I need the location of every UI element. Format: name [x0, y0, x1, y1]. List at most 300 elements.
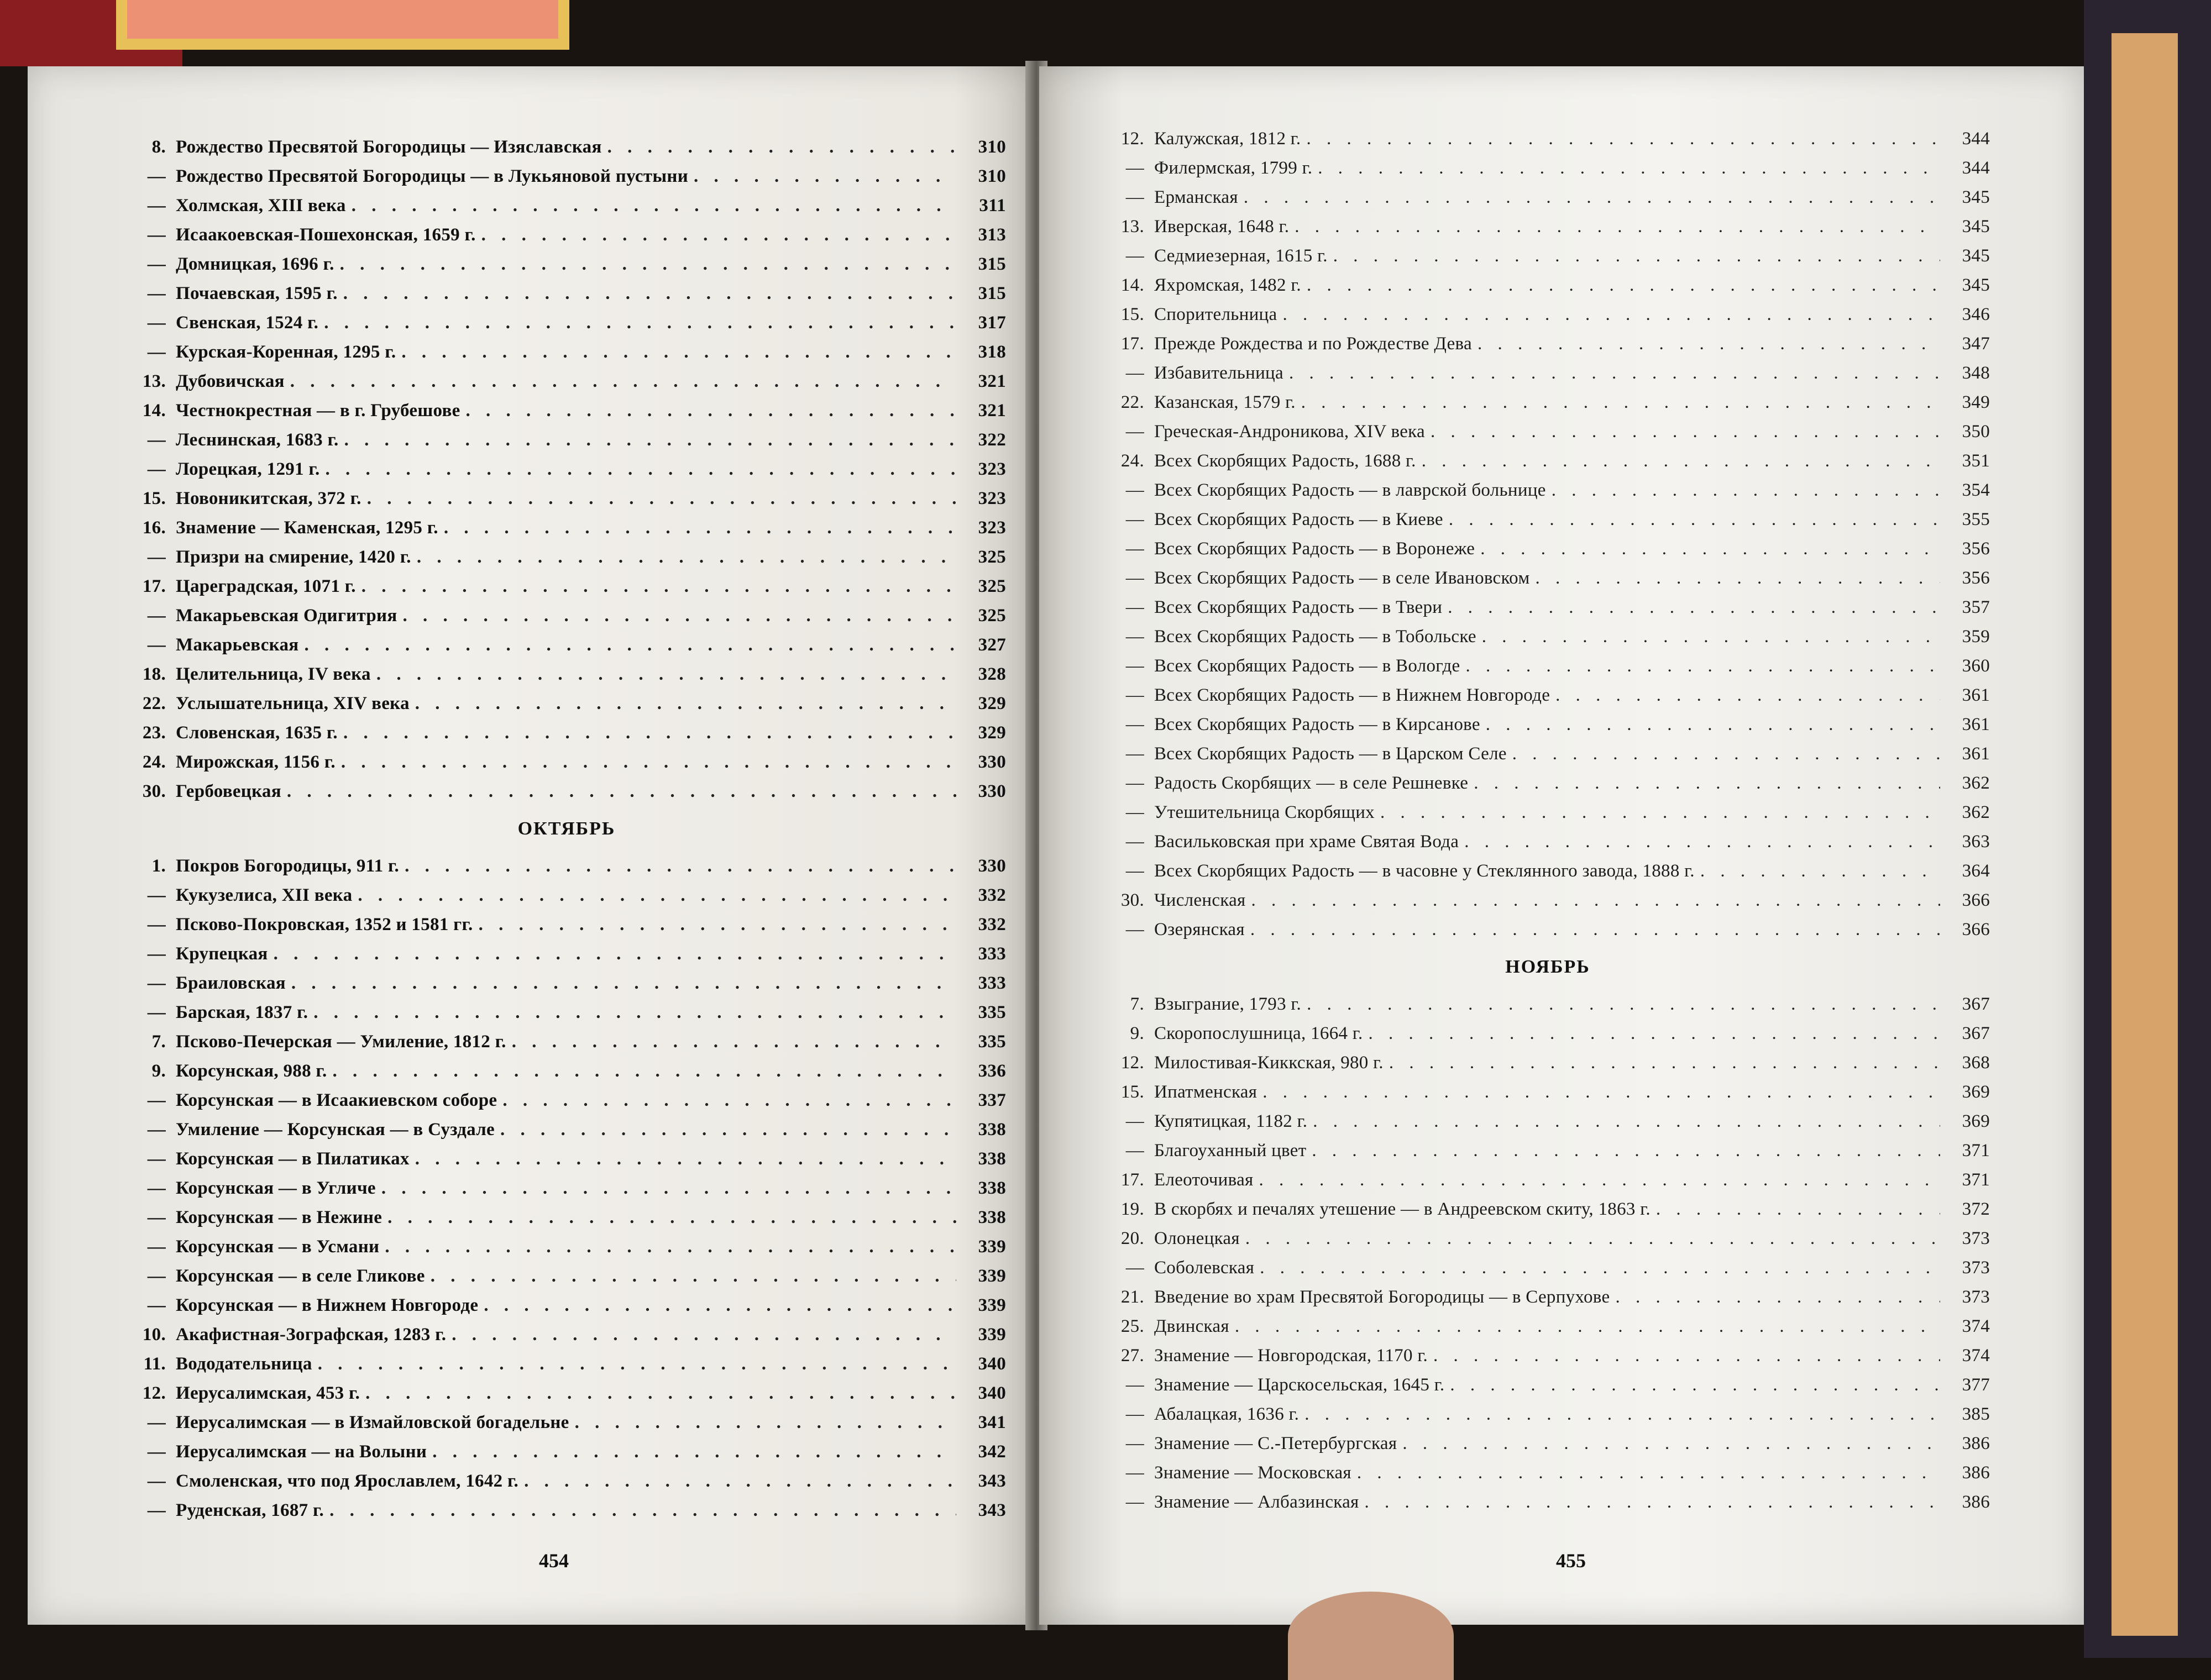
entry-page-number: 362: [1962, 773, 1990, 793]
toc-entry: [1106, 300, 1990, 329]
entry-date-number: —: [1125, 246, 1144, 266]
entry-title: Яхромская, 1482 г.: [1154, 275, 1301, 295]
entry-date-number: 22.: [142, 694, 166, 713]
toc-entry: [1106, 1312, 1990, 1341]
entry-title: Корсунская — в Усмани: [176, 1237, 380, 1257]
entry-date-number: —: [1125, 510, 1144, 529]
leader-dots: [524, 1467, 956, 1496]
entry-date-number: —: [147, 1149, 166, 1169]
toc-entry: [127, 1320, 1006, 1350]
leader-dots: [500, 1115, 956, 1144]
entry-title: Корсунская — в Угличе: [176, 1178, 376, 1198]
toc-entry: [1106, 990, 1990, 1019]
entry-date-number: —: [1125, 832, 1144, 852]
toc-entry: [1106, 1253, 1990, 1283]
leader-dots: [1318, 154, 1940, 183]
entry-title: Иерусалимская — в Измайловской богадельне: [176, 1413, 569, 1432]
leader-dots: [1365, 1488, 1940, 1517]
entry-page-number: 347: [1962, 334, 1990, 354]
entry-date-number: 23.: [142, 723, 166, 743]
entry-title: Всех Скорбящих Радость — в Тобольске: [1154, 627, 1476, 647]
toc-entry: [1106, 212, 1990, 242]
entry-title: Взыграние, 1793 г.: [1154, 994, 1302, 1014]
page-number-left: 454: [539, 1550, 569, 1572]
entry-page-number: 330: [978, 781, 1006, 801]
toc-entry: [127, 455, 1006, 484]
leader-dots: [1512, 739, 1940, 769]
entry-title: Корсунская — в Нижнем Новгороде: [176, 1295, 479, 1315]
entry-title: Знамение — Каменская, 1295 г.: [176, 518, 438, 538]
leader-dots: [1486, 710, 1940, 739]
leader-dots: [1245, 1224, 1940, 1253]
toc-entry: [1106, 476, 1990, 505]
entry-title: Прежде Рождества и по Рождестве Дева: [1154, 334, 1472, 354]
entry-page-number: 345: [1962, 217, 1990, 237]
entry-date-number: —: [147, 342, 166, 362]
leader-dots: [333, 1057, 956, 1086]
background-book: [2112, 33, 2178, 1636]
entry-page-number: 345: [1962, 187, 1990, 207]
thumb: [1288, 1592, 1454, 1680]
entry-page-number: 340: [978, 1354, 1006, 1374]
entry-date-number: 7.: [151, 1032, 166, 1052]
toc-entry: [1106, 827, 1990, 857]
leader-dots: [479, 910, 956, 939]
toc-entry: [1106, 271, 1990, 300]
toc-entry: [127, 1437, 1006, 1467]
entry-date-number: —: [1125, 1258, 1144, 1278]
entry-title: Знамение — Московская: [1154, 1463, 1351, 1483]
entry-date-number: 30.: [1120, 890, 1144, 910]
entry-page-number: 342: [978, 1442, 1006, 1462]
entry-page-number: 310: [978, 137, 1006, 157]
toc-entry: [127, 689, 1006, 718]
entry-page-number: 367: [1962, 1023, 1990, 1043]
leader-dots: [352, 191, 956, 221]
entry-page-number: 323: [978, 459, 1006, 479]
entry-date-number: 14.: [1120, 275, 1144, 295]
entry-title: В скорбях и печалях утешение — в Андреевском скиту, 1863 г.: [1154, 1199, 1651, 1219]
leader-dots: [401, 338, 956, 367]
toc-entry: [127, 1379, 1006, 1408]
toc-entry: [127, 969, 1006, 998]
toc-entry: [1106, 124, 1990, 154]
entry-title: Знамение — Новгородская, 1170 г.: [1154, 1346, 1428, 1366]
entry-title: Елеоточивая: [1154, 1170, 1254, 1190]
leader-dots: [575, 1408, 956, 1437]
toc-entry: [127, 1262, 1006, 1291]
entry-title: Словенская, 1635 г.: [176, 723, 338, 743]
leader-dots: [343, 718, 956, 748]
entry-page-number: 329: [978, 694, 1006, 713]
entry-page-number: 355: [1962, 510, 1990, 529]
entry-page-number: 332: [978, 915, 1006, 935]
leader-dots: [431, 1262, 956, 1291]
toc-entry: [1106, 798, 1990, 827]
leader-dots: [385, 1232, 956, 1262]
entry-date-number: 21.: [1120, 1287, 1144, 1307]
entry-date-number: —: [147, 1295, 166, 1315]
entry-page-number: 371: [1962, 1170, 1990, 1190]
toc-entry: [127, 1232, 1006, 1262]
toc-entry: [127, 748, 1006, 777]
entry-title: Лорецкая, 1291 г.: [176, 459, 320, 479]
entry-title: Всех Скорбящих Радость — в Вологде: [1154, 656, 1460, 676]
entry-page-number: 361: [1962, 685, 1990, 705]
toc-entry: [127, 221, 1006, 250]
leader-dots: [304, 631, 956, 660]
entry-title: Милостивая-Киккская, 980 г.: [1154, 1053, 1384, 1073]
entry-date-number: 14.: [142, 401, 166, 421]
entry-date-number: —: [147, 973, 166, 993]
leader-dots: [1304, 1400, 1940, 1429]
entry-title: Дубовичская: [176, 371, 285, 391]
entry-page-number: 385: [1962, 1404, 1990, 1424]
leader-dots: [367, 484, 956, 513]
toc-entry: [1106, 1488, 1990, 1517]
entry-page-number: 346: [1962, 305, 1990, 324]
entry-title: Всех Скорбящих Радость, 1688 г.: [1154, 451, 1416, 471]
entry-page-number: 349: [1962, 392, 1990, 412]
toc-entry: [1106, 769, 1990, 798]
entry-title: Макарьевская: [176, 635, 299, 655]
entry-page-number: 367: [1962, 994, 1990, 1014]
entry-page-number: 348: [1962, 363, 1990, 383]
entry-page-number: 373: [1962, 1229, 1990, 1248]
leader-dots: [481, 221, 956, 250]
leader-dots: [402, 601, 956, 631]
entry-page-number: 315: [978, 254, 1006, 274]
leader-dots: [1369, 1019, 1940, 1048]
entry-page-number: 386: [1962, 1463, 1990, 1483]
leader-dots: [329, 1496, 956, 1525]
entry-page-number: 338: [978, 1178, 1006, 1198]
entry-page-number: 373: [1962, 1287, 1990, 1307]
entry-title: Корсунская — в Нежине: [176, 1208, 383, 1227]
entry-page-number: 366: [1962, 890, 1990, 910]
entry-date-number: —: [1125, 480, 1144, 500]
leader-dots: [1307, 990, 1940, 1019]
entry-page-number: 333: [978, 973, 1006, 993]
leader-dots: [1555, 681, 1940, 710]
entry-date-number: 25.: [1120, 1316, 1144, 1336]
entry-title: Всех Скорбящих Радость — в селе Ивановском: [1154, 568, 1530, 588]
entry-date-number: —: [147, 459, 166, 479]
month-heading: ОКТЯБРЬ: [517, 818, 616, 839]
entry-page-number: 357: [1962, 597, 1990, 617]
entry-title: Курская-Коренная, 1295 г.: [176, 342, 396, 362]
leader-dots: [1448, 593, 1940, 622]
entry-date-number: 13.: [1120, 217, 1144, 237]
toc-entry: [127, 308, 1006, 338]
leader-dots: [607, 133, 956, 162]
entry-date-number: —: [147, 1266, 166, 1286]
entry-page-number: 363: [1962, 832, 1990, 852]
entry-title: Ерманская: [1154, 187, 1238, 207]
entry-page-number: 339: [978, 1325, 1006, 1345]
entry-title: Избавительница: [1154, 363, 1283, 383]
entry-date-number: —: [147, 1090, 166, 1110]
entry-date-number: 12.: [1120, 1053, 1144, 1073]
entry-title: Домницкая, 1696 г.: [176, 254, 334, 274]
month-heading: НОЯБРЬ: [1505, 957, 1590, 977]
toc-entry: [127, 1291, 1006, 1320]
entry-date-number: —: [1125, 773, 1144, 793]
entry-title: Браиловская: [176, 973, 286, 993]
entry-title: Псково-Печерская — Умиление, 1812 г.: [176, 1032, 506, 1052]
entry-page-number: 351: [1962, 451, 1990, 471]
entry-date-number: —: [147, 1237, 166, 1257]
entry-page-number: 336: [978, 1061, 1006, 1081]
entry-date-number: —: [1125, 1141, 1144, 1161]
leader-dots: [274, 939, 956, 969]
entry-date-number: —: [1125, 187, 1144, 207]
entry-title: Покров Богородицы, 911 г.: [176, 856, 400, 876]
entry-page-number: 369: [1962, 1082, 1990, 1102]
leader-dots: [1482, 622, 1940, 652]
entry-date-number: —: [147, 885, 166, 905]
entry-page-number: 311: [979, 196, 1006, 216]
entry-page-number: 317: [978, 313, 1006, 333]
entry-title: Всех Скорбящих Радость — в Кирсанове: [1154, 715, 1480, 734]
toc-entry: [1106, 1078, 1990, 1107]
entry-page-number: 332: [978, 885, 1006, 905]
leader-dots: [415, 1144, 956, 1174]
leader-dots: [344, 426, 956, 455]
toc-entry: [127, 1408, 1006, 1437]
entry-date-number: —: [147, 225, 166, 245]
entry-page-number: 371: [1962, 1141, 1990, 1161]
entry-date-number: —: [147, 196, 166, 216]
leader-dots: [387, 1203, 956, 1232]
toc-entry: [127, 718, 1006, 748]
entry-page-number: 335: [978, 1032, 1006, 1052]
toc-entry: [127, 1027, 1006, 1057]
entry-title: Корсунская — в Пилатиках: [176, 1149, 410, 1169]
toc-entry: [127, 484, 1006, 513]
toc-entry: [127, 162, 1006, 191]
entry-title: Корсунская — в Исаакиевском соборе: [176, 1090, 497, 1110]
entry-title: Вододательница: [176, 1354, 312, 1374]
entry-date-number: —: [147, 1178, 166, 1198]
toc-entry: [1106, 359, 1990, 388]
leader-dots: [432, 1437, 956, 1467]
toc-entry: [1106, 534, 1990, 564]
leader-dots: [1478, 329, 1940, 359]
entry-page-number: 343: [978, 1500, 1006, 1520]
leader-dots: [313, 998, 956, 1027]
entry-date-number: —: [147, 1208, 166, 1227]
toc-entry: [127, 910, 1006, 939]
entry-page-number: 325: [978, 606, 1006, 626]
entry-date-number: —: [147, 1500, 166, 1520]
entry-page-number: 356: [1962, 539, 1990, 559]
leader-dots: [326, 455, 956, 484]
leader-dots: [1552, 476, 1940, 505]
toc-entry: [1106, 417, 1990, 447]
entry-page-number: 356: [1962, 568, 1990, 588]
leader-dots: [1306, 124, 1940, 154]
entry-date-number: —: [1125, 920, 1144, 939]
toc-entry: [1106, 505, 1990, 534]
entry-title: Умиление — Корсунская — в Суздале: [176, 1120, 495, 1140]
entry-title: Абалацкая, 1636 г.: [1154, 1404, 1300, 1424]
toc-entry: [127, 777, 1006, 806]
toc-entry: [1106, 886, 1990, 915]
entry-title: Седмиезерная, 1615 г.: [1154, 246, 1328, 266]
entry-title: Свенская, 1524 г.: [176, 313, 319, 333]
entry-page-number: 345: [1962, 246, 1990, 266]
leader-dots: [1474, 769, 1940, 798]
entry-date-number: —: [1125, 656, 1144, 676]
leader-dots: [1313, 1107, 1940, 1136]
toc-entry: [127, 1203, 1006, 1232]
toc-entry: [1106, 1458, 1990, 1488]
entry-date-number: —: [1125, 1434, 1144, 1453]
entry-title: Купятицкая, 1182 г.: [1154, 1111, 1308, 1131]
entry-date-number: 24.: [1120, 451, 1144, 471]
toc-entry: [127, 396, 1006, 426]
leader-dots: [1464, 827, 1940, 857]
entry-page-number: 329: [978, 723, 1006, 743]
leader-dots: [376, 660, 956, 689]
entry-date-number: 17.: [1120, 1170, 1144, 1190]
entry-page-number: 315: [978, 284, 1006, 303]
entry-page-number: 373: [1962, 1258, 1990, 1278]
entry-date-number: 15.: [1120, 305, 1144, 324]
entry-date-number: 30.: [142, 781, 166, 801]
entry-date-number: —: [147, 1471, 166, 1491]
toc-entry: [127, 426, 1006, 455]
entry-page-number: 350: [1962, 422, 1990, 442]
toc-entry: [127, 1467, 1006, 1496]
entry-page-number: 322: [978, 430, 1006, 450]
toc-entry: [127, 998, 1006, 1027]
entry-page-number: 330: [978, 856, 1006, 876]
leader-dots: [1295, 212, 1940, 242]
toc-entry: [1106, 681, 1990, 710]
leader-dots: [1449, 505, 1940, 534]
toc-entry: [1106, 622, 1990, 652]
entry-title: Скоропослушница, 1664 г.: [1154, 1023, 1363, 1043]
toc-entry: [1106, 1048, 1990, 1078]
entry-date-number: —: [1125, 539, 1144, 559]
entry-date-number: —: [1125, 568, 1144, 588]
entry-page-number: 364: [1962, 861, 1990, 881]
entry-page-number: 360: [1962, 656, 1990, 676]
entry-title: Новоникитская, 372 г.: [176, 489, 361, 508]
toc-entry: [127, 543, 1006, 572]
leader-dots: [1259, 1166, 1941, 1195]
leader-dots: [1615, 1283, 1940, 1312]
entry-title: Честнокрестная — в г. Грубешове: [176, 401, 460, 421]
toc-entry: [127, 1115, 1006, 1144]
leader-dots: [1260, 1253, 1940, 1283]
entry-title: Всех Скорбящих Радость — в лаврской больнице: [1154, 480, 1546, 500]
entry-title: Ипатменская: [1154, 1082, 1258, 1102]
entry-page-number: 338: [978, 1149, 1006, 1169]
entry-date-number: 15.: [1120, 1082, 1144, 1102]
leader-dots: [318, 1350, 956, 1379]
entry-title: Почаевская, 1595 г.: [176, 284, 338, 303]
entry-title: Кукузелиса, XII века: [176, 885, 353, 905]
leader-dots: [1312, 1136, 1940, 1166]
entry-title: Псково-Покровская, 1352 и 1581 гг.: [176, 915, 473, 935]
leader-dots: [1431, 417, 1940, 447]
entry-title: Акафистная-Зографская, 1283 г.: [176, 1325, 447, 1345]
leader-dots: [1262, 1078, 1940, 1107]
entry-date-number: —: [1125, 597, 1144, 617]
entry-date-number: —: [1125, 158, 1144, 178]
toc-entry: [1106, 1136, 1990, 1166]
entry-date-number: —: [1125, 422, 1144, 442]
entry-title: Цареградская, 1071 г.: [176, 576, 356, 596]
entry-page-number: 344: [1962, 158, 1990, 178]
toc-entry: [1106, 564, 1990, 593]
entry-title: Призри на смирение, 1420 г.: [176, 547, 411, 567]
leader-dots: [287, 777, 956, 806]
entry-page-number: 323: [978, 489, 1006, 508]
entry-page-number: 337: [978, 1090, 1006, 1110]
entry-date-number: —: [147, 254, 166, 274]
entry-page-number: 339: [978, 1266, 1006, 1286]
entry-date-number: 18.: [142, 664, 166, 684]
leader-dots: [1536, 564, 1940, 593]
entry-page-number: 369: [1962, 1111, 1990, 1131]
toc-entry: [1106, 739, 1990, 769]
entry-page-number: 313: [978, 225, 1006, 245]
leader-dots: [1333, 242, 1940, 271]
entry-title: Знамение — Царскосельская, 1645 г.: [1154, 1375, 1445, 1395]
entry-title: Калужская, 1812 г.: [1154, 129, 1301, 149]
left-toc-column: [127, 133, 1006, 1525]
toc-entry: [1106, 1107, 1990, 1136]
entry-date-number: 12.: [142, 1383, 166, 1403]
entry-title: Мирожская, 1156 г.: [176, 752, 336, 772]
entry-date-number: —: [147, 1120, 166, 1140]
entry-date-number: —: [1125, 1111, 1144, 1131]
entry-page-number: 374: [1962, 1316, 1990, 1336]
entry-date-number: —: [147, 547, 166, 567]
leader-dots: [1389, 1048, 1940, 1078]
entry-title: Целительница, IV века: [176, 664, 371, 684]
entry-page-number: 361: [1962, 715, 1990, 734]
leader-dots: [343, 279, 956, 308]
leader-dots: [291, 969, 956, 998]
entry-date-number: 1.: [151, 856, 166, 876]
toc-entry: [127, 1057, 1006, 1086]
entry-date-number: —: [147, 1413, 166, 1432]
entry-title: Иерусалимская — на Волыни: [176, 1442, 427, 1462]
leader-dots: [358, 881, 956, 910]
entry-page-number: 325: [978, 547, 1006, 567]
entry-page-number: 321: [978, 401, 1006, 421]
leader-dots: [1250, 915, 1940, 944]
toc-entry: [1106, 1371, 1990, 1400]
entry-date-number: —: [1125, 744, 1144, 764]
entry-title: Васильковская при храме Святая Вода: [1154, 832, 1459, 852]
leader-dots: [341, 748, 956, 777]
leader-dots: [405, 852, 956, 881]
toc-entry: [127, 1174, 1006, 1203]
leader-dots: [512, 1027, 956, 1057]
entry-page-number: 325: [978, 576, 1006, 596]
left-page: [28, 66, 1034, 1625]
leader-dots: [417, 543, 956, 572]
entry-date-number: 9.: [151, 1061, 166, 1081]
entry-title: Руденская, 1687 г.: [176, 1500, 324, 1520]
toc-entry: [1106, 183, 1990, 212]
